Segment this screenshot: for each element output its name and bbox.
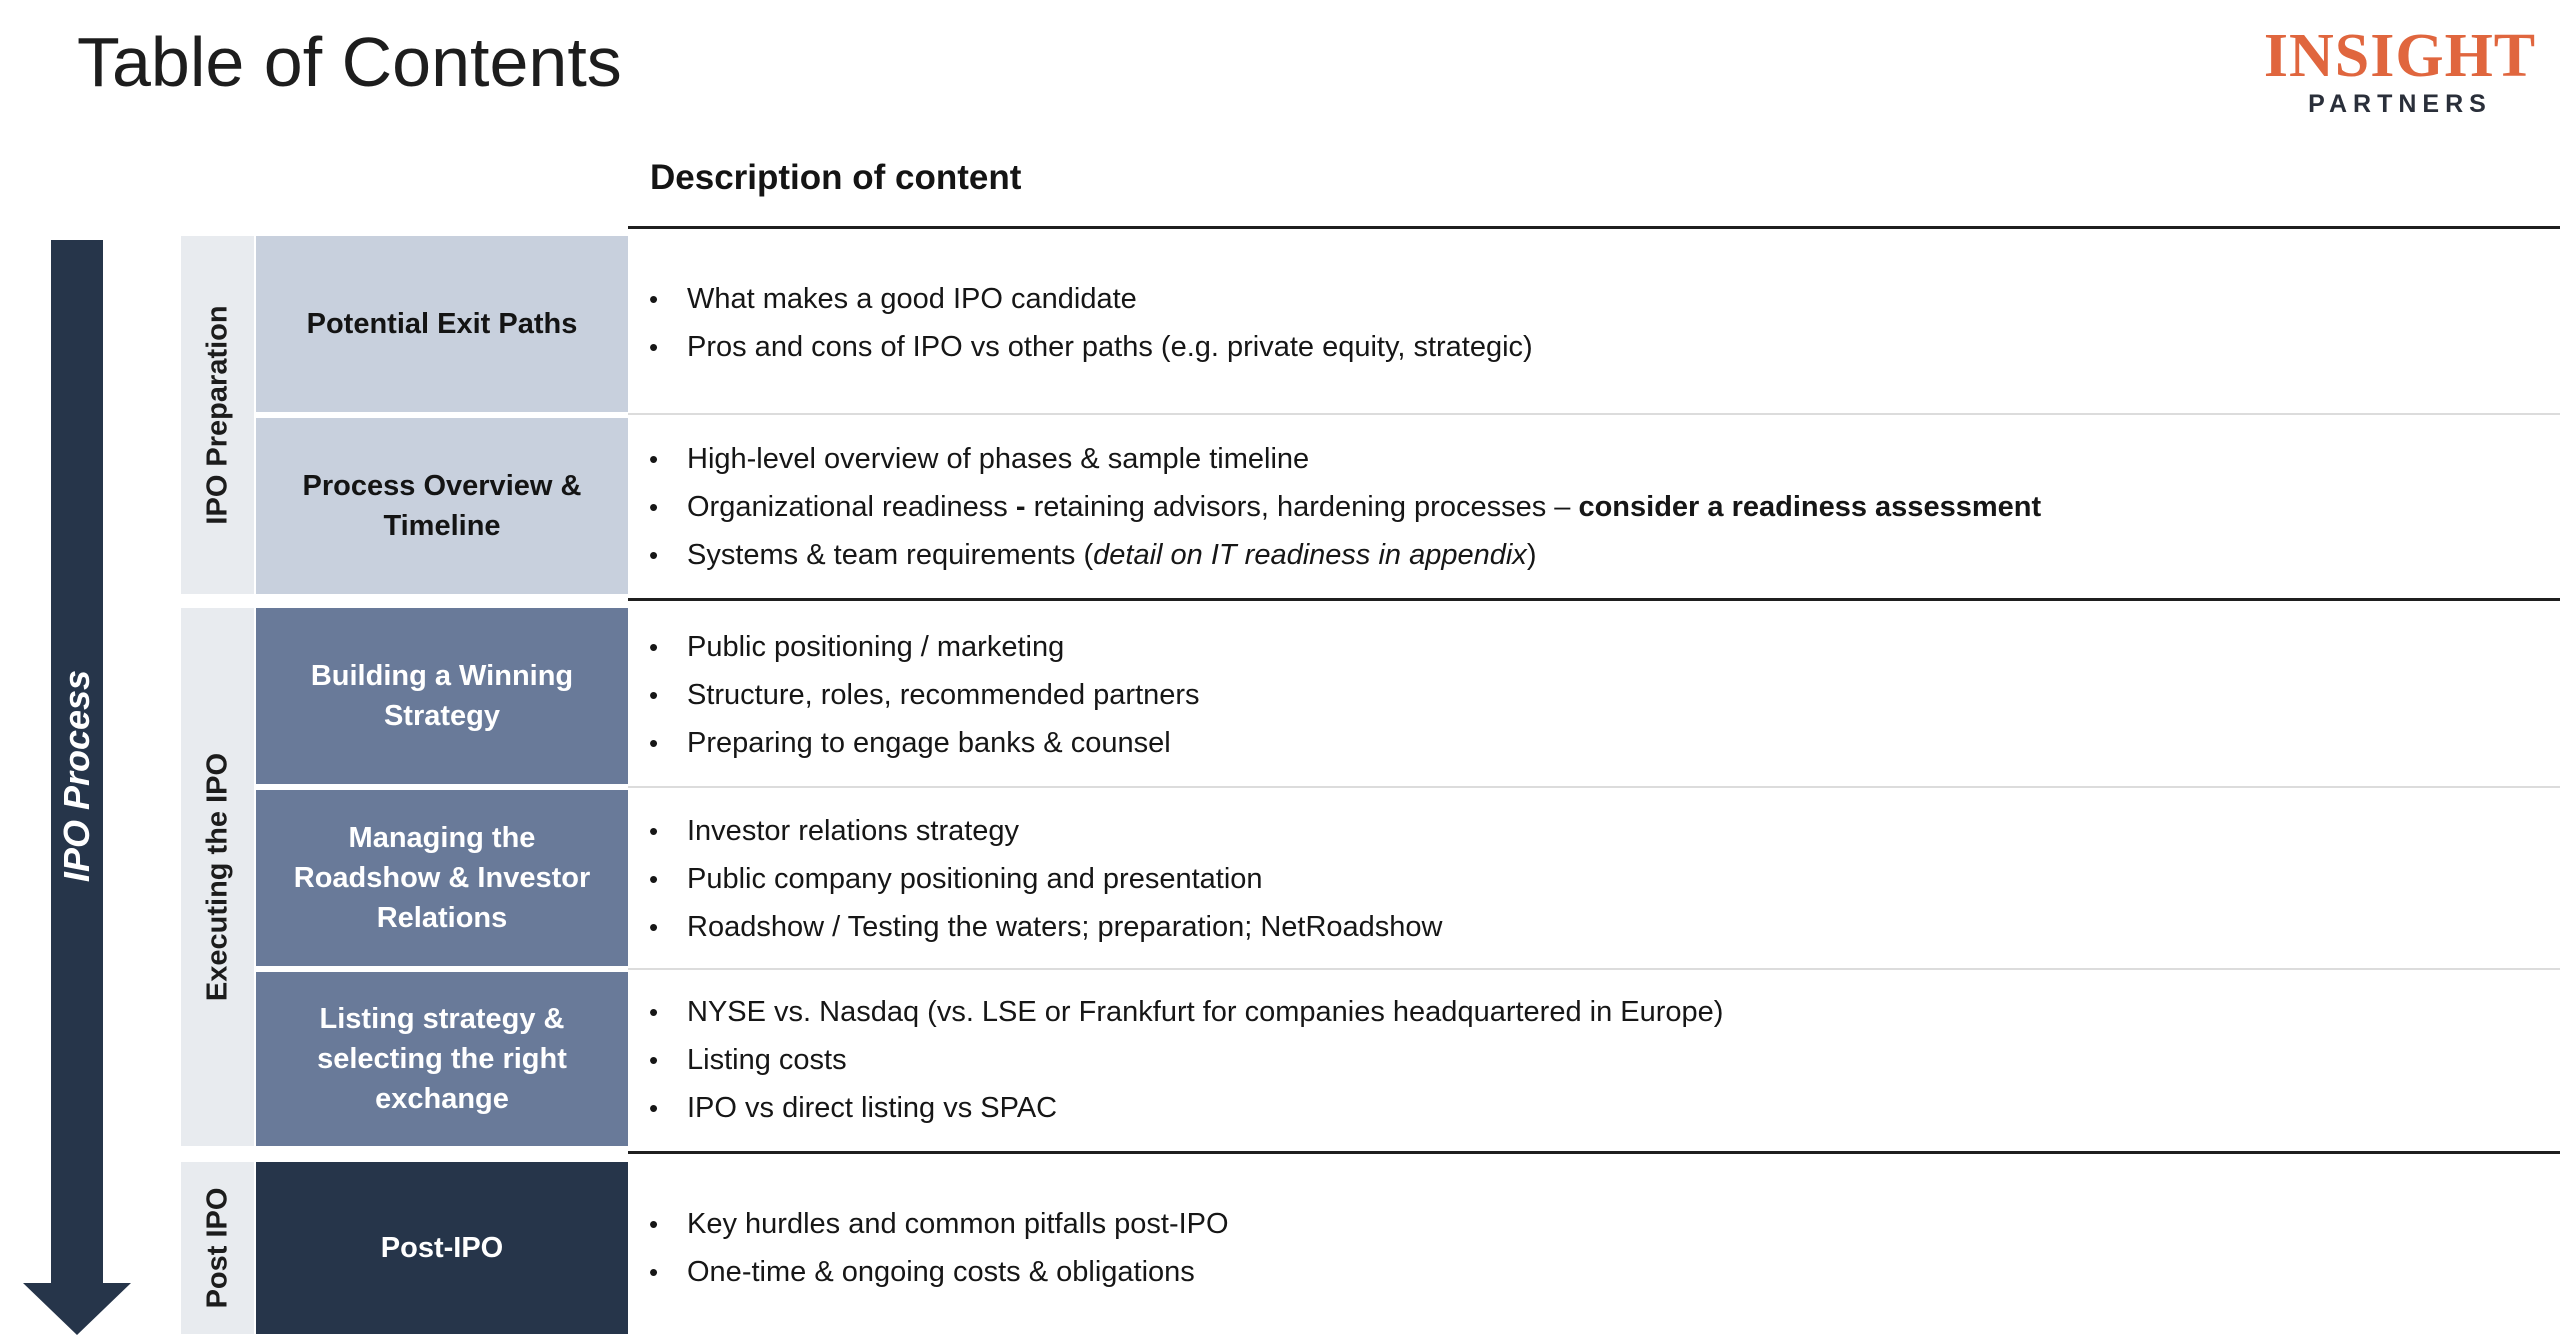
row-title-winning-strategy: Building a Winning Strategy xyxy=(256,608,628,784)
header-divider xyxy=(628,226,2560,229)
section-label: Post IPO xyxy=(201,1187,233,1309)
list-item: • Preparing to engage banks & counsel xyxy=(640,719,2540,767)
list-item: • Key hurdles and common pitfalls post-IPO xyxy=(640,1200,2540,1248)
bullet-text: Organizational readiness xyxy=(687,491,1016,523)
section-ipo-preparation xyxy=(181,236,254,594)
section-post-ipo xyxy=(181,1162,254,1334)
section-label: Executing the IPO xyxy=(201,752,233,1002)
row-divider xyxy=(628,786,2560,788)
arrow-down-icon xyxy=(23,1283,131,1335)
list-item: • Public positioning / marketing xyxy=(640,623,2540,671)
row-description-roadshow xyxy=(640,804,2540,954)
row-description-process-overview xyxy=(640,432,2540,582)
row-divider xyxy=(628,413,2560,415)
row-description-listing-strategy xyxy=(640,985,2540,1135)
row-title-listing-strategy: Listing strategy & selecting the right exchange xyxy=(256,972,628,1146)
bullet-text: retaining advisors, hardening processes – xyxy=(1025,491,1579,523)
list-item: • Listing costs xyxy=(640,1036,2540,1084)
row-title-process-overview: Process Overview & Timeline xyxy=(256,418,628,594)
list-item xyxy=(640,483,2540,531)
insight-partners-logo xyxy=(2260,24,2540,119)
logo-subtitle: PARTNERS xyxy=(2308,90,2492,118)
row-title-post-ipo: Post-IPO xyxy=(256,1162,628,1334)
list-item xyxy=(640,531,2540,579)
row-description-post-ipo xyxy=(640,1196,2540,1300)
list-item: • High-level overview of phases & sample timeline xyxy=(640,435,2540,483)
section-divider xyxy=(628,1151,2560,1154)
section-label: IPO Preparation xyxy=(201,305,233,525)
process-arrow-label: IPO Process xyxy=(56,669,97,883)
section-executing-the-ipo xyxy=(181,608,254,1146)
row-divider xyxy=(628,968,2560,970)
list-item: • IPO vs direct listing vs SPAC xyxy=(640,1084,2540,1132)
section-divider xyxy=(628,598,2560,601)
row-description-potential-exit-paths xyxy=(640,271,2540,375)
bullet-text: ) xyxy=(1526,539,1537,571)
description-column-header: Description of content xyxy=(650,158,1022,197)
row-description-winning-strategy xyxy=(640,620,2540,770)
list-item: • Investor relations strategy xyxy=(640,807,2540,855)
list-item: • Public company positioning and presentation xyxy=(640,855,2540,903)
bullet-emphasis: consider a readiness assessment xyxy=(1578,491,2042,523)
page-title: Table of Contents xyxy=(77,23,622,101)
list-item: • Structure, roles, recommended partners xyxy=(640,671,2540,719)
row-title-potential-exit-paths: Potential Exit Paths xyxy=(256,236,628,412)
bullet-dash: - xyxy=(1015,491,1026,523)
list-item: • What makes a good IPO candidate xyxy=(640,275,2540,323)
list-item: • One-time & ongoing costs & obligations xyxy=(640,1248,2540,1296)
list-item: • Pros and cons of IPO vs other paths (e.g. private equity, strategic) xyxy=(640,323,2540,371)
list-item: • Roadshow / Testing the waters; preparation; NetRoadshow xyxy=(640,903,2540,951)
bullet-italic: detail on IT readiness in appendix xyxy=(1093,539,1527,571)
logo-wordmark: INSIGHT xyxy=(2263,22,2537,90)
row-title-roadshow-investor-relations: Managing the Roadshow & Investor Relations xyxy=(256,790,628,966)
list-item: • NYSE vs. Nasdaq (vs. LSE or Frankfurt for companies headquartered in Europe) xyxy=(640,988,2540,1036)
bullet-text: Systems & team requirements ( xyxy=(687,539,1094,571)
